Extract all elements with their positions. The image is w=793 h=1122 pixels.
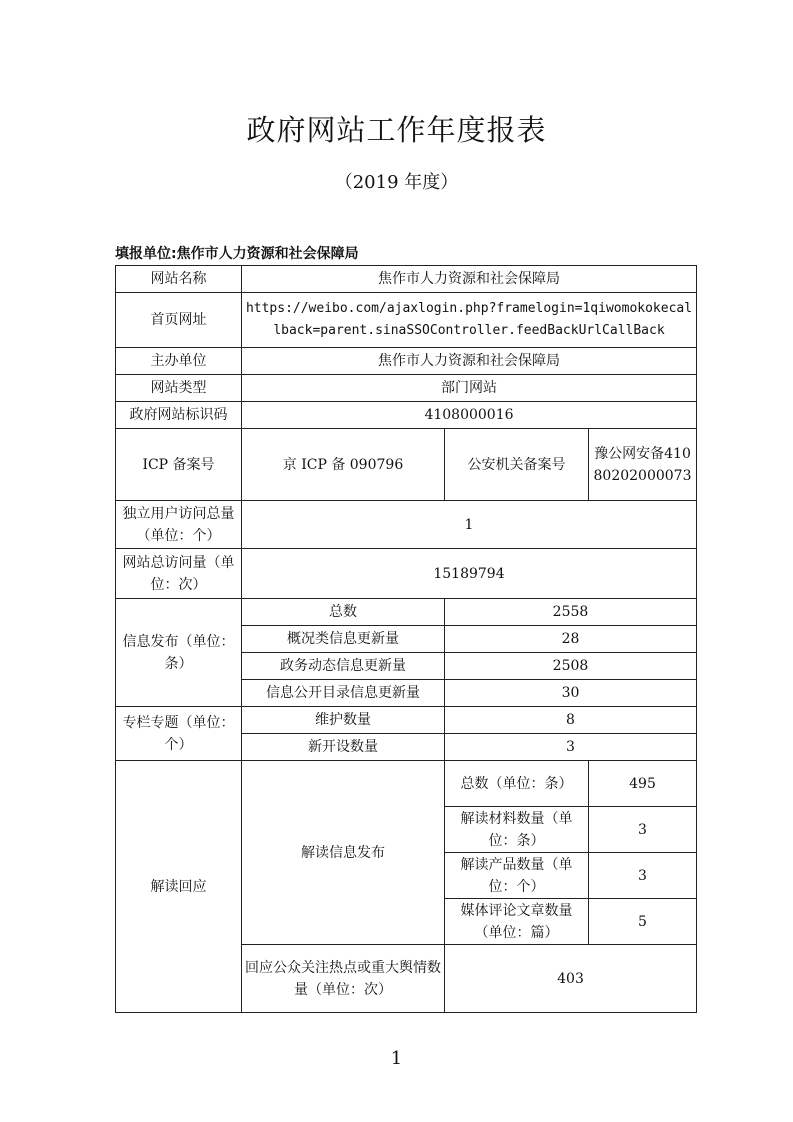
table-row xyxy=(116,293,697,348)
table-row xyxy=(116,348,697,375)
police-record-value: 豫公网安备41080202000073 xyxy=(589,429,697,501)
unique-visitors-label: 独立用户访问总量（单位：个） xyxy=(116,501,242,549)
interpretation-sub-label: 解读信息发布 xyxy=(242,761,445,945)
report-table xyxy=(115,265,697,1013)
info-item-label: 概况类信息更新量 xyxy=(242,626,445,653)
table-row xyxy=(116,549,697,599)
interpretation-item-value: 5 xyxy=(589,899,697,945)
columns-label: 专栏专题（单位：个） xyxy=(116,707,242,761)
homepage-label: 首页网址 xyxy=(116,293,242,348)
response-label: 回应公众关注热点或重大舆情数量（单位：次） xyxy=(242,945,445,1013)
table-row xyxy=(116,501,697,549)
site-code-value: 4108000016 xyxy=(242,402,697,429)
unique-visitors-value: 1 xyxy=(242,501,697,549)
total-visits-label: 网站总访问量（单位：次） xyxy=(116,549,242,599)
icp-value: 京 ICP 备 090796 xyxy=(242,429,445,501)
site-name-label: 网站名称 xyxy=(116,266,242,293)
page-number: 1 xyxy=(390,1048,403,1069)
info-item-value: 28 xyxy=(445,626,697,653)
fill-unit: 填报单位:焦作市人力资源和社会保障局 xyxy=(115,246,359,262)
interpretation-label: 解读回应 xyxy=(116,761,242,1013)
police-record-label: 公安机关备案号 xyxy=(445,429,589,501)
table-row xyxy=(116,599,697,626)
table-row xyxy=(116,761,697,807)
interpretation-item-value: 495 xyxy=(589,761,697,807)
site-name-value: 焦作市人力资源和社会保障局 xyxy=(242,266,697,293)
site-type-label: 网站类型 xyxy=(116,375,242,402)
info-publish-label: 信息发布（单位：条） xyxy=(116,599,242,707)
info-item-value: 2558 xyxy=(445,599,697,626)
info-item-label: 信息公开目录信息更新量 xyxy=(242,680,445,707)
info-item-label: 总数 xyxy=(242,599,445,626)
interpretation-item-value: 3 xyxy=(589,807,697,853)
site-code-label: 政府网站标识码 xyxy=(116,402,242,429)
homepage-url[interactable]: https://weibo.com/ajaxlogin.php?framelogin=1qiwomokokecallback=parent.sinaSSOController.feedBackUrlCallBack xyxy=(242,293,697,348)
columns-item-label: 维护数量 xyxy=(242,707,445,734)
info-item-value: 30 xyxy=(445,680,697,707)
page-title: 政府网站工作年度报表 xyxy=(246,113,547,147)
response-value: 403 xyxy=(445,945,697,1013)
report-year: （2019 年度） xyxy=(334,172,459,193)
interpretation-item-label: 解读产品数量（单位：个） xyxy=(445,853,589,899)
table-row xyxy=(116,266,697,293)
total-visits-value: 15189794 xyxy=(242,549,697,599)
sponsor-value: 焦作市人力资源和社会保障局 xyxy=(242,348,697,375)
interpretation-item-label: 总数（单位：条） xyxy=(445,761,589,807)
info-item-label: 政务动态信息更新量 xyxy=(242,653,445,680)
table-row xyxy=(116,429,697,501)
interpretation-item-value: 3 xyxy=(589,853,697,899)
table-row xyxy=(116,402,697,429)
columns-item-label: 新开设数量 xyxy=(242,734,445,761)
interpretation-item-label: 解读材料数量（单位：条） xyxy=(445,807,589,853)
table-row xyxy=(116,375,697,402)
icp-label: ICP 备案号 xyxy=(116,429,242,501)
info-item-value: 2508 xyxy=(445,653,697,680)
interpretation-item-label: 媒体评论文章数量（单位：篇） xyxy=(445,899,589,945)
table-row xyxy=(116,707,697,734)
sponsor-label: 主办单位 xyxy=(116,348,242,375)
columns-item-value: 3 xyxy=(445,734,697,761)
columns-item-value: 8 xyxy=(445,707,697,734)
site-type-value: 部门网站 xyxy=(242,375,697,402)
